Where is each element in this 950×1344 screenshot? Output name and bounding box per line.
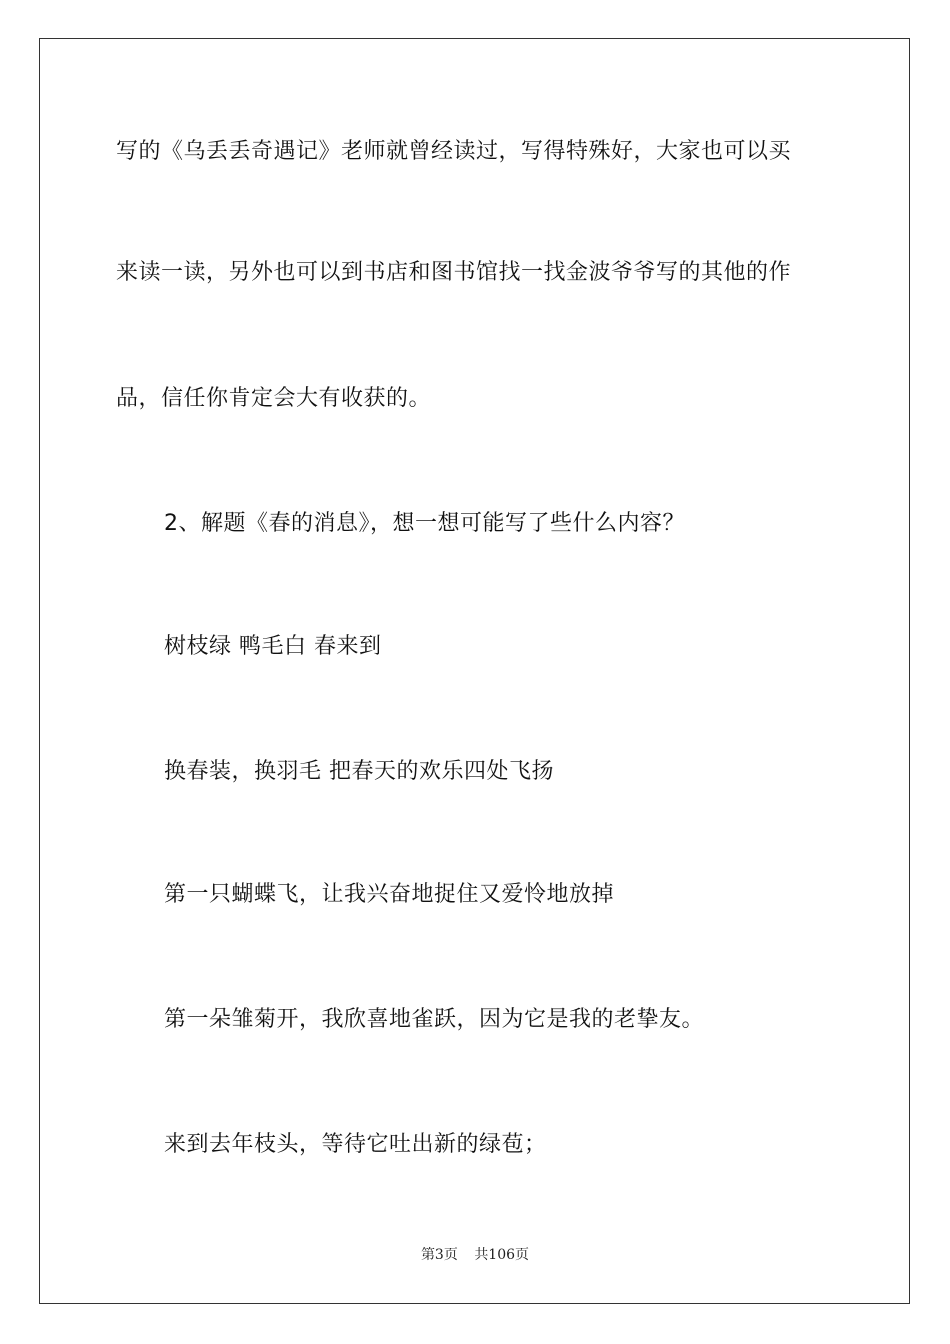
text-line-9: 来到去年枝头，等待它吐出新的绿苞； <box>164 1132 547 1157</box>
text-line-3: 品，信任你肯定会大有收获的。 <box>116 386 432 411</box>
text-line-1: 写的《乌丢丢奇遇记》老师就曾经读过，写得特殊好，大家也可以买 <box>116 139 792 164</box>
page-number: 第3页 <box>420 1247 458 1263</box>
text-line-5: 树枝绿 鸭毛白 春来到 <box>164 634 382 659</box>
page-footer <box>0 1245 950 1265</box>
text-line-2: 来读一读，另外也可以到书店和图书馆找一找金波爷爷写的其他的作 <box>116 260 792 285</box>
text-line-7: 第一只蝴蝶飞，让我兴奋地捉住又爱怜地放掉 <box>164 882 615 907</box>
text-line-6: 换春装，换羽毛 把春天的欢乐四处飞扬 <box>164 759 554 784</box>
page-frame <box>39 38 910 1304</box>
text-line-4: 2、解题《春的消息》，想一想可能写了些什么内容？ <box>164 511 685 536</box>
text-line-8: 第一朵雏菊开，我欣喜地雀跃，因为它是我的老挚友。 <box>164 1007 705 1032</box>
page-total: 共106页 <box>474 1247 530 1263</box>
